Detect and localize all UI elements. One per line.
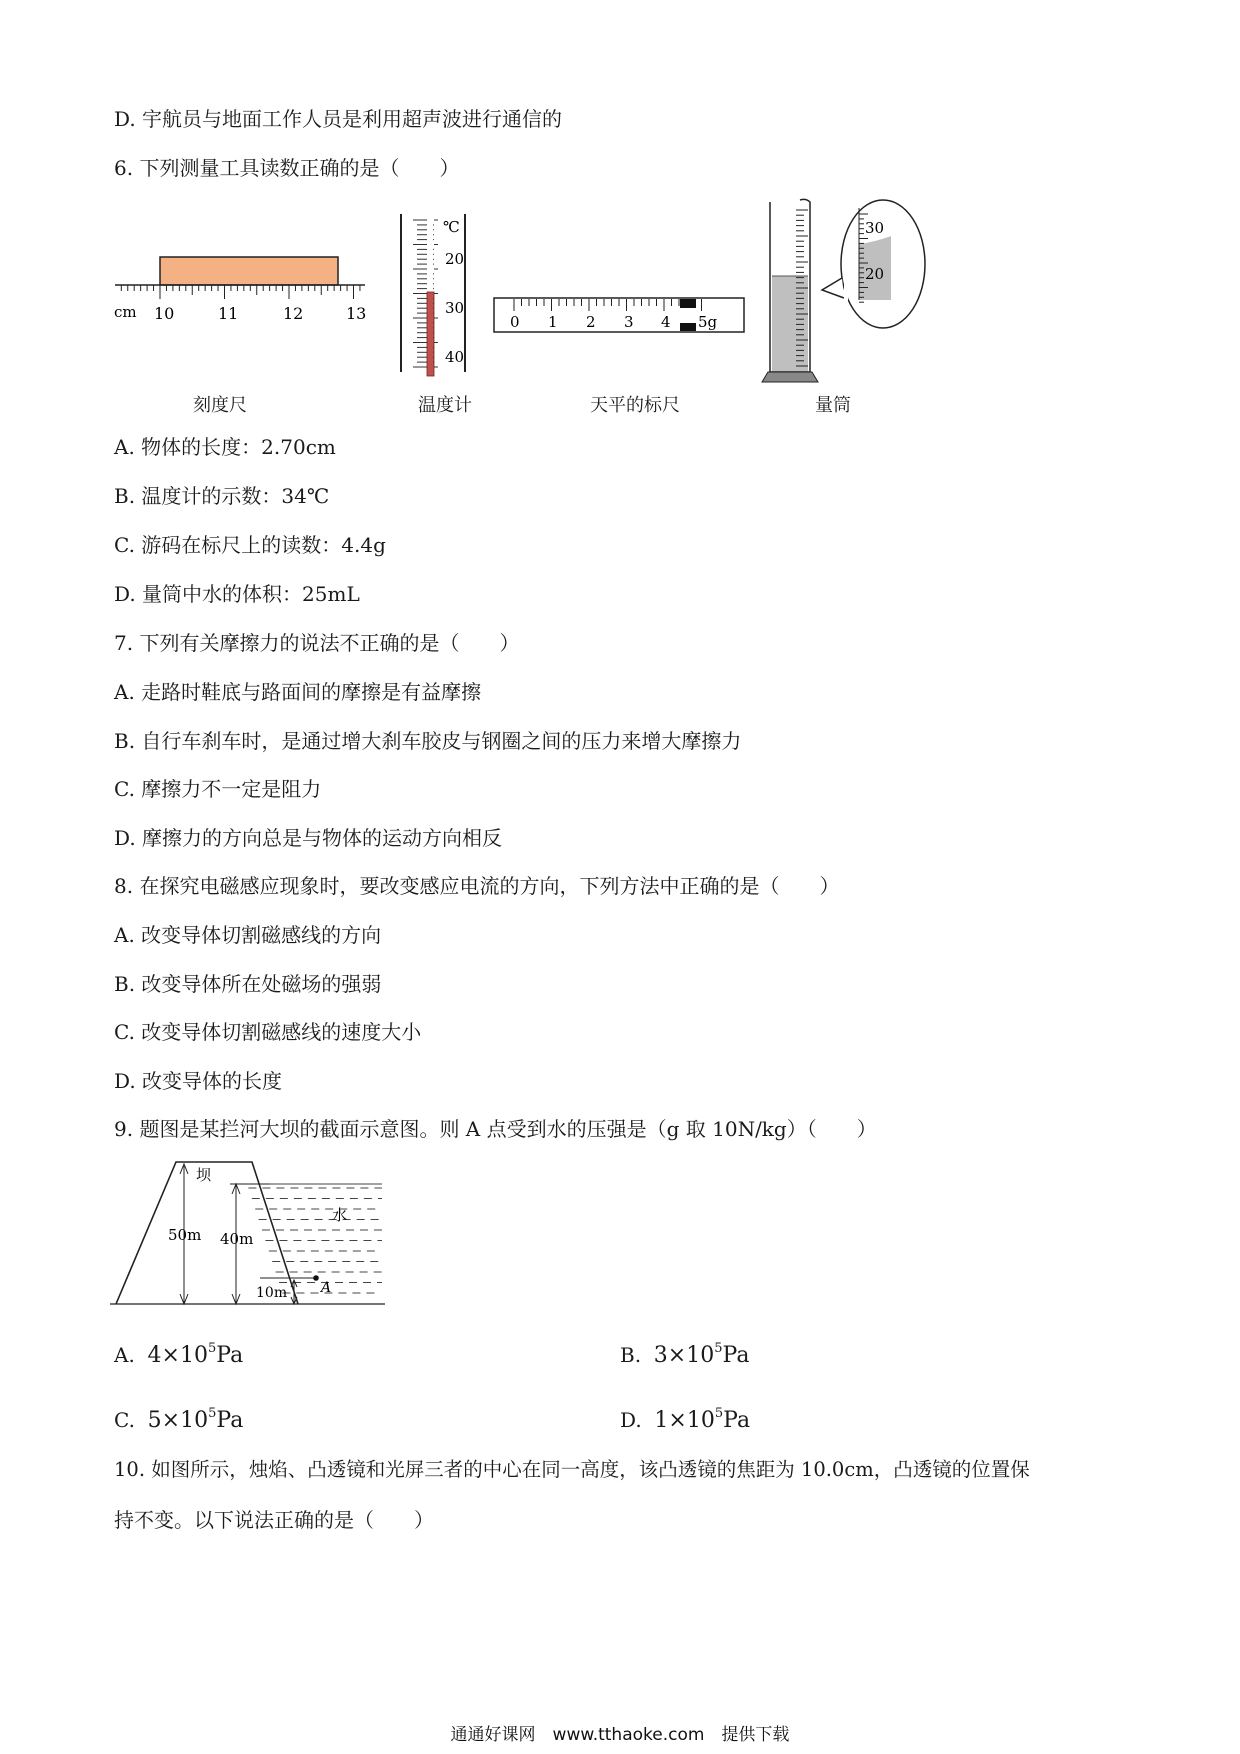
scale-tick-label: 2: [586, 313, 596, 331]
ruler-tick-label: 11: [218, 304, 239, 323]
q7-option-b: B. 自行车刹车时，是通过增大刹车胶皮与钢圈之间的压力来增大摩擦力: [114, 729, 742, 753]
q7-stem: 7. 下列有关摩擦力的说法不正确的是（ ）: [114, 631, 520, 655]
q7-option-c: C. 摩擦力不一定是阻力: [114, 777, 322, 801]
celsius-unit: ℃: [443, 218, 460, 236]
label-dam: 坝: [196, 1166, 212, 1184]
q6-option-b: B. 温度计的示数：34℃: [114, 484, 330, 508]
thermo-tick-label: 20: [445, 250, 465, 268]
q6-option-d: D. 量筒中水的体积：25mL: [114, 582, 360, 606]
graduated-cylinder-figure: [760, 198, 930, 384]
q6-option-c: C. 游码在标尺上的读数：4.4g: [114, 533, 386, 557]
scale-tick-label: 4: [661, 313, 671, 331]
rider-weight-top: [680, 299, 696, 308]
caption-scale: 天平的标尺: [590, 395, 680, 416]
q8-stem: 8. 在探究电磁感应现象时，要改变感应电流的方向，下列方法中正确的是（ ）: [114, 874, 840, 898]
footer-source: 通通好课网 www.tthaoke.com 提供下载: [450, 1725, 790, 1745]
label-10m: 10m: [256, 1285, 288, 1301]
q7-option-a: A. 走路时鞋底与路面间的摩擦是有益摩擦: [114, 680, 482, 704]
caption-cylinder: 量筒: [815, 395, 851, 416]
q9-stem: 9. 题图是某拦河大坝的截面示意图。则 A 点受到水的压强是（g 取 10N/kg）（ ）: [114, 1117, 877, 1141]
q8-option-a: A. 改变导体切割磁感线的方向: [114, 923, 382, 947]
q7-option-d: D. 摩擦力的方向总是与物体的运动方向相反: [114, 826, 503, 850]
measured-object: [160, 257, 338, 285]
ruler-unit: cm: [114, 303, 137, 321]
thermo-tick-label: 40: [445, 348, 465, 366]
label-point-a: A: [321, 1280, 332, 1296]
q5-option-d: D. 宇航员与地面工作人员是利用超声波进行通信的: [114, 107, 563, 131]
ruler-tick-label: 10: [154, 304, 175, 323]
q6-stem: 6. 下列测量工具读数正确的是（ ）: [114, 156, 460, 180]
point-a-marker: [313, 1275, 319, 1281]
q8-option-c: C. 改变导体切割磁感线的速度大小: [114, 1020, 422, 1044]
q8-option-b: B. 改变导体所在处磁场的强弱: [114, 972, 382, 996]
balance-scale-figure: [492, 296, 748, 336]
scale-tick-label: 5g: [698, 313, 718, 331]
caption-thermometer: 温度计: [418, 395, 472, 416]
scale-tick-label: 1: [548, 313, 558, 331]
ruler-figure: [110, 245, 370, 325]
q8-option-d: D. 改变导体的长度: [114, 1069, 283, 1093]
q9-option-d: D. $1\times 10^5Pa$: [620, 1406, 751, 1433]
label-water: 水: [332, 1206, 348, 1224]
caption-ruler: 刻度尺: [193, 395, 247, 416]
thermometer-liquid: [427, 292, 434, 376]
callout-tick-label: 20: [865, 265, 885, 283]
thermometer-figure: [395, 212, 495, 377]
q9-option-c: C. $5\times 10^5Pa$: [114, 1406, 244, 1433]
scale-tick-label: 3: [624, 313, 634, 331]
ruler-tick-label: 13: [346, 304, 367, 323]
callout-tick-label: 30: [865, 219, 885, 237]
thermo-tick-label: 30: [445, 299, 465, 317]
rider-weight-bottom: [680, 323, 696, 331]
ruler-tick-label: 12: [283, 304, 304, 323]
q6-option-a: A. 物体的长度：2.70cm: [114, 435, 336, 459]
label-50m: 50m: [168, 1226, 202, 1244]
scale-tick-label: 0: [510, 313, 520, 331]
q9-option-b: B. $3\times 10^5Pa$: [620, 1341, 750, 1368]
q9-option-a: A. $4\times 10^5Pa$: [114, 1341, 244, 1368]
q10-stem-line2: 持不变。以下说法正确的是（ ）: [114, 1508, 434, 1532]
label-40m: 40m: [220, 1230, 254, 1248]
dam-cross-section-figure: [110, 1158, 390, 1308]
q10-stem-line1: 10. 如图所示，烛焰、凸透镜和光屏三者的中心在同一高度，该凸透镜的焦距为 10.0cm，凸透镜的位置保: [114, 1458, 1030, 1481]
